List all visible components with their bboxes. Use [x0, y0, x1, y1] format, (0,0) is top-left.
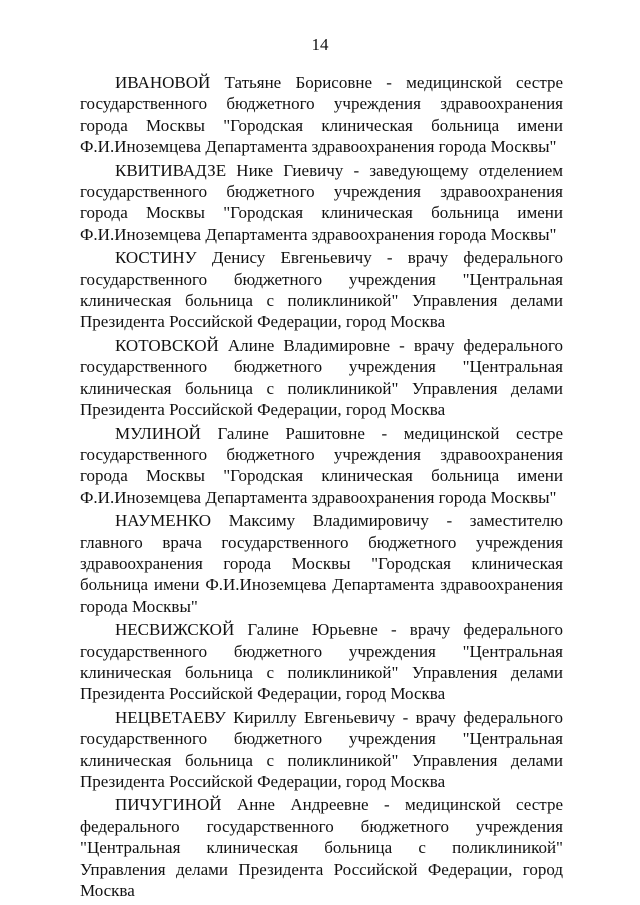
- person-name: КОТОВСКОЙ Алине Владимировне: [115, 335, 391, 355]
- person-position: - медицинской сестре государственного бюджетного учреждения здравоохранения города Москвы "Городская клиническая больница имени Ф.И.Иноземцева Департамента здравоохранения города Москвы": [80, 423, 563, 507]
- person-position: - заместителю главного врача государственного бюджетного учреждения здравоохранения города Москвы "Городская клиническая больница имени Ф.И.Иноземцева Департамента здравоохранения города Москвы": [80, 511, 563, 616]
- person-name: ИВАНОВОЙ Татьяне Борисовне: [115, 73, 373, 92]
- list-item: [80, 423, 563, 509]
- list-item: [80, 794, 563, 901]
- person-position: - врачу федерального государственного бюджетного учреждения "Центральная клиническая больница с поликлиникой" Управления делами Президента Российской Федерации, город Москва: [80, 707, 563, 791]
- person-position: - заведующему отделением государственного бюджетного учреждения здравоохранения города Москвы "Городская клиническая больница имени Ф.И.Иноземцева Департамента здравоохранения города Москвы": [80, 160, 563, 244]
- person-position: - медицинской сестре государственного бюджетного учреждения здравоохранения города Москвы "Городская клиническая больница имени Ф.И.Иноземцева Департамента здравоохранения города Москвы": [80, 73, 563, 157]
- person-position: - врачу федерального государственного бюджетного учреждения "Центральная клиническая больница с поликлиникой" Управления делами Президента Российской Федерации, город Москва: [80, 248, 564, 332]
- list-item: [80, 72, 563, 158]
- person-name: МУЛИНОЙ Галине Рашитовне: [115, 423, 365, 443]
- person-position: - медицинской сестре федерального государственного бюджетного учреждения "Центральная клиническая больница с поликлиникой" Управления делами Президента Российской Федерации, город Москва: [80, 795, 563, 901]
- list-item: [80, 619, 563, 705]
- person-name: ПИЧУГИНОЙ Анне Андреевне: [115, 795, 369, 815]
- page-number: 14: [311, 35, 329, 54]
- award-list: [80, 72, 563, 903]
- person-name: КОСТИНУ Денису Евгеньевичу: [115, 248, 372, 268]
- list-item: [80, 160, 563, 246]
- person-name: НЕЦВЕТАЕВУ Кириллу Евгеньевичу: [115, 707, 396, 727]
- person-position: - врачу федерального государственного бюджетного учреждения "Центральная клиническая больница с поликлиникой" Управления делами Президента Российской Федерации, город Москва: [80, 620, 563, 704]
- list-item: [80, 510, 563, 617]
- person-name: НЕСВИЖСКОЙ Галине Юрьевне: [115, 620, 378, 640]
- person-name: НАУМЕНКО Максиму Владимировичу: [115, 511, 429, 531]
- list-item: [80, 247, 563, 333]
- person-position: - врачу федерального государственного бюджетного учреждения "Центральная клиническая больница с поликлиникой" Управления делами Президента Российской Федерации, город Москва: [80, 335, 563, 420]
- person-name: КВИТИВАДЗЕ Нике Гиевичу: [115, 160, 344, 180]
- list-item: [80, 335, 563, 421]
- list-item: [80, 707, 563, 793]
